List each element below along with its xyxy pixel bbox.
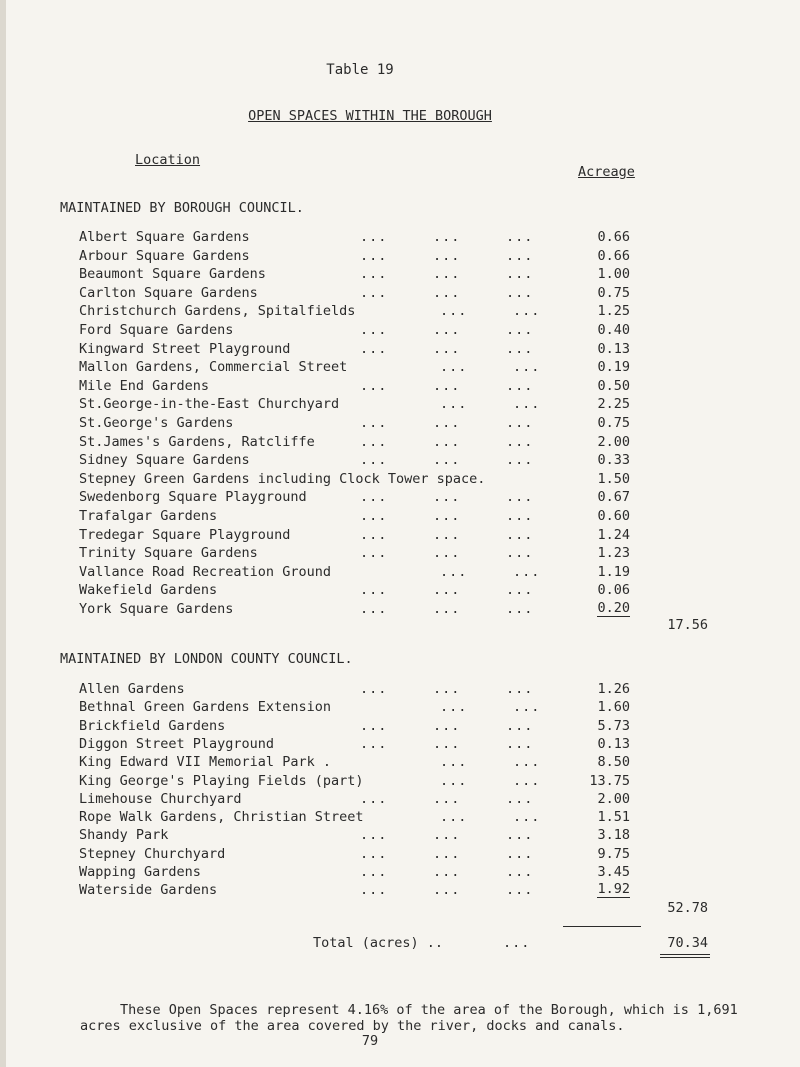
table-row [0, 322, 800, 338]
leader-dots: ... ... [440, 754, 541, 771]
section-title-borough-council: MAINTAINED BY BOROUGH COUNCIL. [60, 200, 304, 216]
footnote [80, 1002, 760, 1034]
lcc-subtotal: 52.78 [667, 900, 708, 916]
leader-dots: ... ... ... [360, 864, 534, 880]
table-row [0, 791, 800, 807]
acreage-value: 1.60 [597, 699, 630, 716]
location-name: St.George's Gardens [79, 415, 234, 431]
location-name: Rope Walk Gardens, Christian Street [79, 809, 364, 826]
acreage-value: 0.20 [597, 600, 630, 616]
table-row [0, 773, 800, 789]
leader-dots: ... ... [440, 396, 541, 413]
acreage-value: 1.24 [597, 526, 630, 543]
acreage-value: 0.67 [597, 489, 630, 506]
leader-dots: ... ... ... [360, 284, 534, 301]
location-name: Limehouse Churchyard [79, 790, 242, 807]
table-row [0, 864, 800, 880]
location-name: Allen Gardens [79, 681, 185, 697]
section-title-lcc: MAINTAINED BY LONDON COUNTY COUNCIL. [60, 651, 353, 667]
leader-dots: ... ... ... [360, 882, 534, 899]
location-name: Sidney Square Gardens [79, 452, 250, 469]
location-name: Trafalgar Gardens [79, 508, 218, 524]
table-row [0, 248, 800, 264]
acreage-value: 2.00 [597, 433, 630, 450]
table-label: Table 19 [326, 62, 394, 78]
acreage-value: 9.75 [597, 845, 630, 862]
location-name: Vallance Road Recreation Ground [79, 563, 331, 580]
leader-dots: ... ... [440, 809, 541, 826]
acreage-value: 8.50 [597, 754, 630, 771]
location-name: King George's Playing Fields (part) [79, 772, 364, 789]
total-dots: ... [503, 935, 531, 951]
acreage-value: 0.13 [597, 735, 630, 752]
leader-dots: ... ... ... [360, 340, 534, 357]
table-heading: OPEN SPACES WITHIN THE BOROUGH [248, 108, 492, 124]
acreage-value: 0.13 [597, 340, 630, 357]
acreage-value: 2.25 [597, 396, 630, 413]
table-row [0, 452, 800, 468]
acreage-value: 2.00 [597, 790, 630, 807]
location-name: Arbour Square Gardens [79, 247, 250, 264]
acreage-value: 0.75 [597, 415, 630, 431]
acreage-value: 13.75 [589, 772, 630, 789]
leader-dots: ... ... ... [360, 266, 534, 283]
leader-dots: ... ... ... [360, 508, 534, 524]
leader-dots: ... ... ... [360, 247, 534, 264]
leader-dots: ... ... ... [360, 735, 534, 752]
leader-dots: ... ... ... [360, 601, 534, 617]
location-name: Wapping Gardens [79, 864, 201, 880]
page-number: 79 [361, 1033, 379, 1049]
location-name: Kingward Street Playground [79, 340, 291, 357]
acreage-value: 1.25 [597, 303, 630, 320]
column-header-location: Location [135, 152, 201, 168]
acreage-value: 0.06 [597, 582, 630, 599]
leader-dots: ... ... [440, 303, 541, 320]
leader-dots: ... ... ... [360, 322, 534, 338]
acreage-value: 1.26 [597, 681, 630, 697]
location-name: Christchurch Gardens, Spitalfields [79, 303, 356, 320]
location-name: Waterside Gardens [79, 882, 218, 899]
leader-dots: ... ... [440, 563, 541, 580]
leader-dots: ... ... ... [360, 489, 534, 506]
acreage-value: 3.18 [597, 827, 630, 844]
location-name: Wakefield Gardens [79, 582, 218, 599]
leader-dots: ... ... ... [360, 790, 534, 807]
acreage-value: 1.51 [597, 809, 630, 826]
acreage-value: 0.19 [597, 359, 630, 376]
table-row [0, 229, 800, 245]
leader-dots: ... ... ... [360, 717, 534, 734]
total-value: 70.34 [667, 935, 708, 951]
location-name: St.George-in-the-East Churchyard [79, 396, 340, 413]
acreage-value: 0.75 [597, 284, 630, 301]
acreage-value: 0.60 [597, 508, 630, 524]
table-row [0, 378, 800, 394]
table-row [0, 827, 800, 843]
leader-dots: ... ... ... [360, 827, 534, 844]
location-name: Carlton Square Gardens [79, 284, 258, 301]
acreage-value: 0.50 [597, 377, 630, 394]
location-name: King Edward VII Memorial Park . [79, 754, 331, 771]
location-name: Beaumont Square Gardens [79, 266, 266, 283]
leader-dots: ... ... ... [360, 526, 534, 543]
leader-dots: ... ... ... [360, 415, 534, 431]
location-name: Albert Square Gardens [79, 229, 250, 245]
table-row [0, 681, 800, 697]
total-label: Total (acres) .. [313, 935, 444, 951]
table-row [0, 266, 800, 282]
table-row [0, 846, 800, 862]
leader-dots: ... ... ... [360, 681, 534, 697]
leader-dots: ... ... ... [360, 545, 534, 562]
leader-dots: ... ... [440, 699, 541, 716]
footnote-text: These Open Spaces represent 4.16% of the area of the Borough, which is 1,691 acres exclusive of the area covered by the river, docks and canals. [80, 1002, 738, 1034]
leader-dots: ... ... ... [360, 377, 534, 394]
leader-dots: ... ... ... [360, 582, 534, 599]
column-header-acreage: Acreage [578, 164, 635, 180]
acreage-value: 3.45 [597, 864, 630, 880]
location-name: Brickfield Gardens [79, 717, 226, 734]
location-name: Trinity Square Gardens [79, 545, 258, 562]
location-name: Mallon Gardens, Commercial Street [79, 359, 348, 376]
total-double-rule-bottom [660, 957, 710, 958]
table-row [0, 564, 800, 580]
table-row [0, 341, 800, 357]
location-name: Diggon Street Playground [79, 735, 275, 752]
location-name: Ford Square Gardens [79, 322, 234, 338]
location-name: Swedenborg Square Playground [79, 489, 307, 506]
table-row [0, 415, 800, 431]
table-row [0, 471, 800, 487]
table-row [0, 809, 800, 825]
table-row [0, 527, 800, 543]
leader-dots: ... ... ... [360, 845, 534, 862]
location-name: Shandy Park [79, 827, 169, 844]
table-row [0, 396, 800, 412]
acreage-value: 0.33 [597, 452, 630, 469]
acreage-value: 0.40 [597, 322, 630, 338]
table-row [0, 434, 800, 450]
table-row [0, 699, 800, 715]
leader-dots: ... ... [440, 359, 541, 376]
total-rule [563, 926, 641, 927]
table-row [0, 582, 800, 598]
table-row [0, 489, 800, 505]
leader-dots: ... ... [440, 772, 541, 789]
table-row [0, 601, 800, 617]
acreage-value: 1.50 [597, 470, 630, 487]
table-row [0, 359, 800, 375]
leader-dots: ... ... ... [360, 452, 534, 469]
acreage-value: 1.19 [597, 563, 630, 580]
location-name: Stepney Green Gardens including Clock Tower space. [79, 470, 486, 487]
leader-dots: ... ... ... [360, 229, 534, 245]
location-name: York Square Gardens [79, 601, 234, 617]
table-row [0, 508, 800, 524]
location-name: Stepney Churchyard [79, 845, 226, 862]
table-row [0, 736, 800, 752]
acreage-value: 5.73 [597, 717, 630, 734]
table-row [0, 303, 800, 319]
location-name: Tredegar Square Playground [79, 526, 291, 543]
table-row [0, 545, 800, 561]
acreage-value: 1.00 [597, 266, 630, 283]
table-row [0, 754, 800, 770]
table-row [0, 882, 800, 898]
acreage-value: 0.66 [597, 247, 630, 264]
location-name: Bethnal Green Gardens Extension [79, 699, 331, 716]
acreage-value: 1.92 [597, 881, 630, 898]
location-name: Mile End Gardens [79, 377, 210, 394]
acreage-value: 0.66 [597, 229, 630, 245]
acreage-value: 1.23 [597, 545, 630, 562]
borough-council-subtotal: 17.56 [667, 617, 708, 633]
location-name: St.James's Gardens, Ratcliffe [79, 433, 315, 450]
table-row [0, 285, 800, 301]
table-row [0, 718, 800, 734]
total-double-rule-top [660, 954, 710, 955]
leader-dots: ... ... ... [360, 433, 534, 450]
